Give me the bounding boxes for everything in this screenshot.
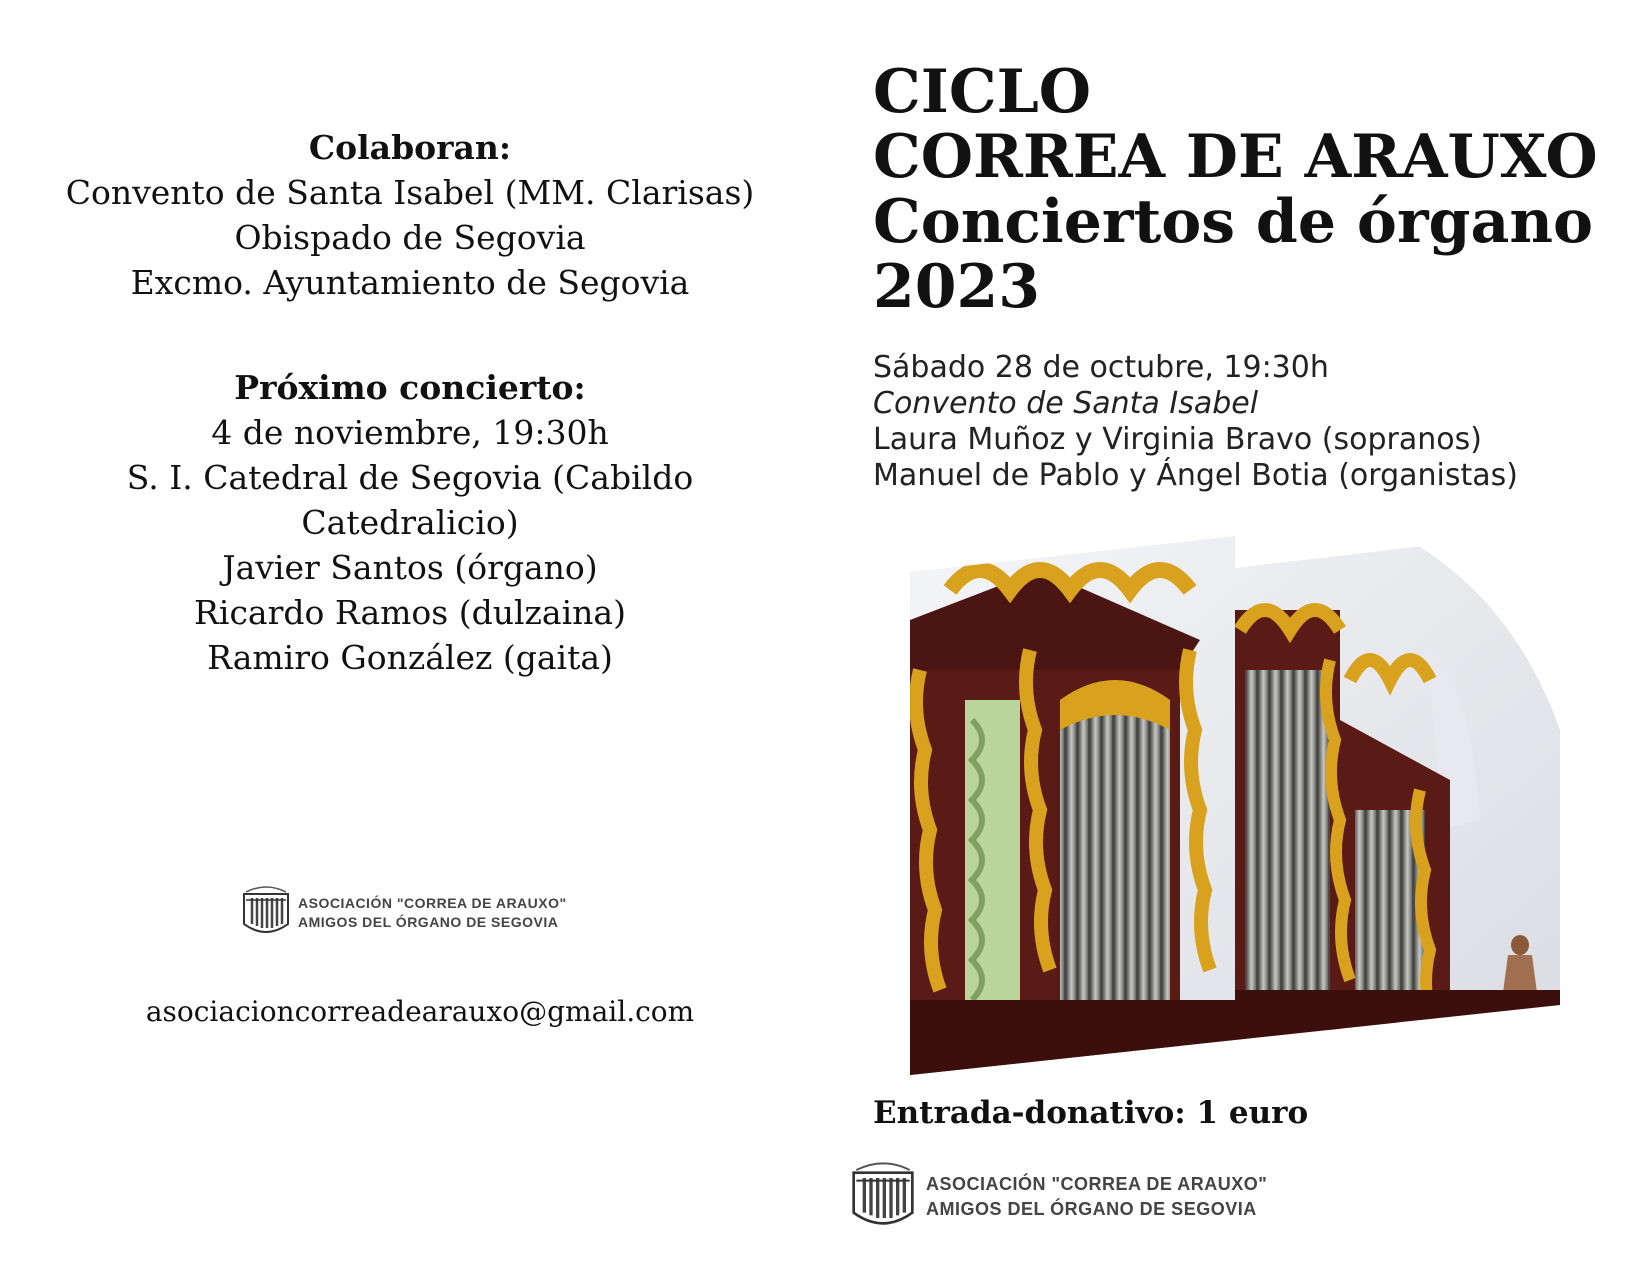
next-concert-performer: Ricardo Ramos (dulzaina) [194, 593, 626, 632]
contact-email[interactable]: asociacioncorreadearauxo@gmail.com [145, 995, 695, 1028]
entry-donation: Entrada-donativo: 1 euro [873, 1095, 1309, 1131]
organ-emblem-icon [240, 880, 292, 945]
next-concert-heading: Próximo concierto: [234, 368, 586, 407]
collaborator-item: Obispado de Segovia [234, 218, 586, 257]
concert-performers-sopranos: Laura Muñoz y Virginia Bravo (sopranos) [873, 422, 1482, 457]
organ-photo [910, 530, 1560, 1075]
logo-line1: ASOCIACIÓN "CORREA DE ARAUXO" [298, 894, 567, 911]
title-line: CORREA DE ARAUXO [873, 122, 1598, 192]
next-concert-venue: S. I. Catedral de Segovia (Cabildo Catedralicio) [126, 458, 694, 542]
logo-line1: ASOCIACIÓN "CORREA DE ARAUXO" [926, 1173, 1268, 1194]
association-logo [240, 880, 567, 945]
title-line: Conciertos de órgano [873, 187, 1594, 257]
collaborator-item: Excmo. Ayuntamiento de Segovia [130, 263, 690, 302]
organ-emblem-icon [848, 1154, 918, 1239]
title-line: 2023 [873, 252, 1040, 322]
association-logo [848, 1154, 1267, 1239]
concert-details [873, 350, 1518, 494]
collaborators-heading: Colaboran: [308, 128, 512, 167]
logo-line2: AMIGOS DEL ÓRGANO DE SEGOVIA [926, 1198, 1257, 1219]
page-title [873, 57, 1598, 322]
next-concert-performer: Javier Santos (órgano) [222, 548, 598, 587]
title-line: CICLO [873, 57, 1092, 127]
collaborator-item: Convento de Santa Isabel (MM. Clarisas) [65, 173, 755, 212]
left-panel [40, 125, 780, 680]
concert-date: Sábado 28 de octubre, 19:30h [873, 350, 1329, 385]
next-concert-performer: Ramiro González (gaita) [207, 638, 613, 677]
next-concert-date: 4 de noviembre, 19:30h [211, 413, 609, 452]
concert-venue: Convento de Santa Isabel [873, 386, 1259, 421]
logo-line2: AMIGOS DEL ÓRGANO DE SEGOVIA [298, 913, 559, 930]
concert-performers-organists: Manuel de Pablo y Ángel Botia (organistas) [873, 458, 1518, 493]
